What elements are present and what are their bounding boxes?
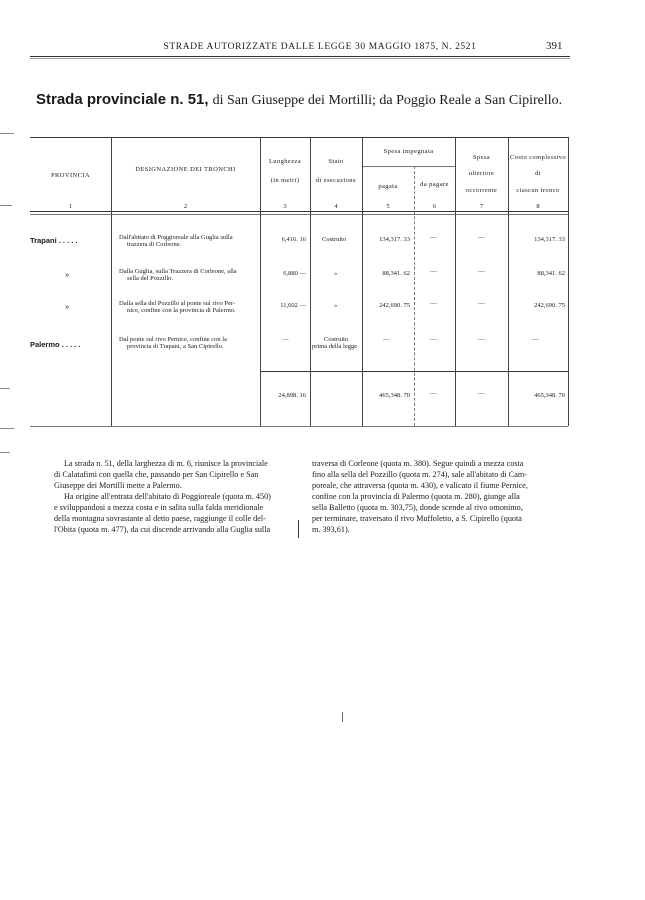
row-da-pagare: — xyxy=(430,336,437,343)
row-da-pagare: — xyxy=(430,234,437,241)
column-number: 5 xyxy=(386,203,390,210)
row-designazione-line2: nice, confine con la provincia di Palermo. xyxy=(127,307,236,314)
row-costo: 242,690. 75 xyxy=(534,302,565,309)
header-da-pagare: da pagare xyxy=(420,181,449,188)
text-line: per terminare, traversato il rivo Muffoletto, a S. Cipirello (quota xyxy=(312,514,522,523)
text-line: traversa di Corleone (quota m. 380). Segue quindi a mezza costa xyxy=(312,459,524,468)
col-divider xyxy=(455,137,456,426)
text-line: l'Obita (quota m. 477), da cui discende arrivando alla Guglia sulla xyxy=(54,525,271,534)
text-line: della montagna sovrastante al detto paese, raggiunge il colle del- xyxy=(54,514,266,523)
text-line: fino alla sella del Pozzillo (quota m. 274), sale all'abitato di Cam- xyxy=(312,470,527,479)
header-designazione: DESIGNAZIONE DEI TRONCHI xyxy=(135,166,236,173)
header-lunghezza-unit: (in metri) xyxy=(270,177,300,184)
margin-mark xyxy=(0,452,10,453)
column-number: 3 xyxy=(283,203,287,210)
text-line: di Calatafimi con quella che, passando per San Cipirello e San xyxy=(54,470,259,479)
row-designazione-line2: sella del Pozzillo. xyxy=(127,275,174,282)
header-stato-2: di esecuzione xyxy=(315,177,357,184)
row-lunghezza: 6,880 — xyxy=(283,270,306,277)
table-bottom-rule xyxy=(30,426,568,427)
header-costo-tronco: ciascun tronco xyxy=(516,187,560,194)
page-number: 391 xyxy=(546,40,563,52)
row-ulteriore: — xyxy=(478,336,485,343)
running-header: STRADE AUTORIZZATE DALLE LEGGE 30 MAGGIO 1875, N. 2521 xyxy=(163,42,477,52)
row-ulteriore: — xyxy=(478,300,485,307)
column-number: 1 xyxy=(68,203,73,210)
total-costo: 465,348. 70 xyxy=(534,392,565,399)
row-costo: 134,317. 33 xyxy=(534,236,565,243)
row-pagata: 134,317. 33 xyxy=(379,236,410,243)
total-da-pagare: — xyxy=(430,390,437,397)
row-designazione-line2: provincia di Trapani, a San Cipirello. xyxy=(127,343,224,350)
header-stato: Stato xyxy=(328,158,344,165)
column-number: 6 xyxy=(432,203,437,210)
row-designazione-line1: Dalla Guglia, sulla Trazzera di Corleone, alla xyxy=(119,268,237,275)
text-line: Ha origine all'entrata dell'abitato di Poggioreale (quota m. 450) xyxy=(64,492,271,501)
row-lunghezza: 6,416. 16 xyxy=(281,236,306,243)
text-line: Giuseppe dei Mortilli mette a Palermo. xyxy=(54,481,182,490)
column-number: 2 xyxy=(183,203,188,210)
col-divider xyxy=(111,137,112,426)
header-pagata: pagata xyxy=(378,183,398,190)
title-road-route: di San Giuseppe dei Mortilli; da Poggio Reale a San Cipirello. xyxy=(212,93,563,108)
row-stato: Costruito xyxy=(322,236,347,243)
row-ulteriore: — xyxy=(478,268,485,275)
row-ulteriore: — xyxy=(478,234,485,241)
title-road-number: Strada provinciale n. 51, xyxy=(36,91,209,108)
text-line: poreale, che attraversa (quota m. 430), e valicato il fiume Pernice, xyxy=(312,481,528,490)
page-title xyxy=(36,91,596,109)
total-ulteriore: — xyxy=(478,390,485,397)
text-line: confine con la provincia di Palermo (quota m. 280), giunge alla xyxy=(312,492,520,501)
row-provincia-ditto: » xyxy=(65,270,70,279)
row-da-pagare: — xyxy=(430,300,437,307)
text-line: e sviluppandosi a mezza costa e in salita sulla falda meridionale xyxy=(54,503,264,512)
header-ulteriore: ulteriore xyxy=(468,170,495,177)
row-stato-detail: prima della legge xyxy=(312,343,358,350)
row-costo: — xyxy=(532,336,539,343)
row-pagata: — xyxy=(383,336,390,343)
row-lunghezza: — xyxy=(282,336,289,343)
margin-mark xyxy=(0,205,12,206)
col-divider xyxy=(362,137,363,426)
row-provincia: Trapani . . . . . xyxy=(30,236,78,245)
row-pagata: 88,341. 62 xyxy=(382,270,410,277)
column-number: 4 xyxy=(334,203,338,210)
margin-mark xyxy=(0,133,14,134)
margin-mark xyxy=(0,428,14,429)
header-rule-secondary xyxy=(30,58,570,59)
row-costo: 88,341. 62 xyxy=(537,270,565,277)
header-provincia: PROVINCIA xyxy=(51,172,90,179)
row-lunghezza: 11,602 — xyxy=(280,302,306,309)
table-right-border xyxy=(568,137,569,426)
row-designazione-line1: Dal ponte sul rivo Pernice, confine con la xyxy=(119,336,227,343)
page-tick-mark xyxy=(342,712,343,722)
column-separator xyxy=(298,520,299,538)
margin-mark xyxy=(0,388,10,389)
row-pagata: 242,690. 75 xyxy=(379,302,410,309)
row-stato-ditto: » xyxy=(334,302,338,309)
total-lunghezza: 24,898. 16 xyxy=(278,392,306,399)
row-designazione-line2: trazzera di Corleone. xyxy=(127,241,182,248)
header-spesa: Spesa xyxy=(472,154,491,161)
row-provincia-ditto: » xyxy=(65,302,70,311)
header-lunghezza: Lunghezza xyxy=(268,158,302,165)
row-stato-ditto: » xyxy=(334,270,338,277)
text-line: sella Balletto (quota m. 303,75), donde scende al rivo omonimo, xyxy=(312,503,523,512)
row-provincia: Palermo . . . . . xyxy=(30,340,81,349)
column-number: 8 xyxy=(536,203,540,210)
column-number: 7 xyxy=(479,203,484,210)
row-designazione-line1: Dall'abitato di Poggioreale alla Guglia sulla xyxy=(119,234,233,241)
row-stato: Costruito xyxy=(324,336,349,343)
header-costo: Costo complessivo xyxy=(509,154,567,161)
header-occorrente: occorrente xyxy=(465,187,498,194)
col-divider xyxy=(508,137,509,426)
spesa-subheader-rule xyxy=(362,166,455,167)
text-line: La strada n. 51, della larghezza di m. 6, riunisce la provinciale xyxy=(64,459,268,468)
row-designazione-line1: Dalla sella del Pozzillo al ponte sul rivo Per- xyxy=(119,300,236,307)
text-line: m. 393,61). xyxy=(312,525,350,534)
header-rule xyxy=(30,56,570,57)
header-costo-di: di xyxy=(535,170,541,177)
total-pagata: 465,348. 70 xyxy=(379,392,410,399)
row-da-pagare: — xyxy=(430,268,437,275)
header-spesa-impegnata: Spesa impegnata xyxy=(383,148,434,155)
